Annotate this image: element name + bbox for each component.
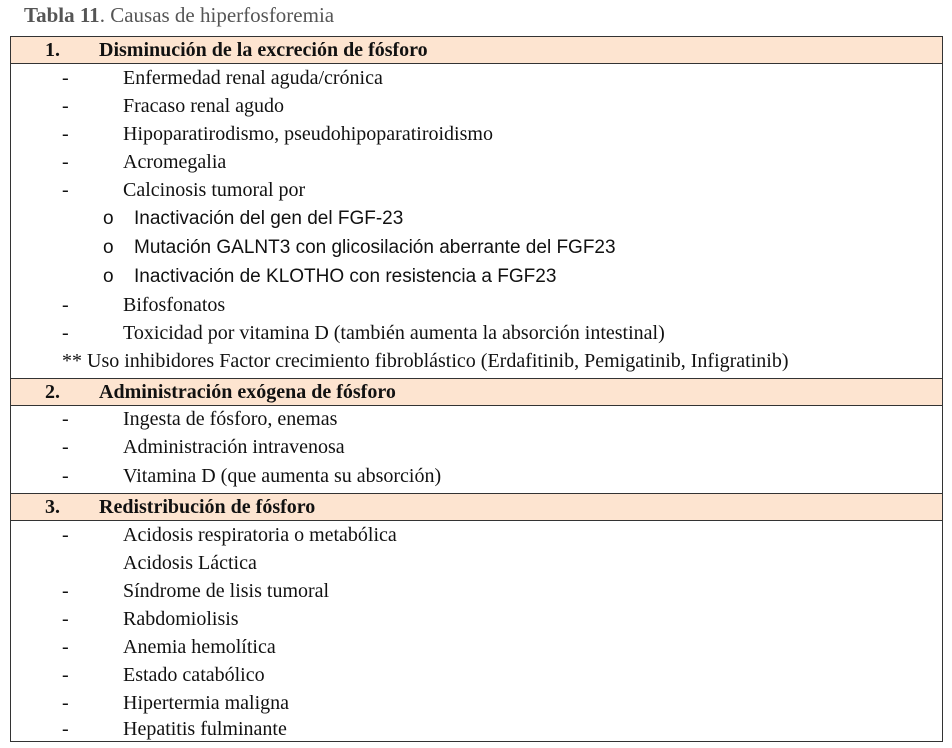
list-item	[11, 663, 942, 691]
table-caption-label: Tabla 11	[24, 3, 100, 27]
list-item	[11, 435, 942, 463]
list-item-text: Vitamina D (que aumenta su absorción)	[123, 465, 442, 487]
section-title: Redistribución de fósforo	[99, 496, 316, 518]
note-text: ** Uso inhibidores Factor crecimiento fibroblástico (Erdafitinib, Pemigatinib, Infigratinib)	[62, 350, 789, 372]
section-title: Disminución de la excreción de fósforo	[99, 39, 428, 61]
note-item	[11, 349, 942, 377]
section-title: Administración exógena de fósforo	[99, 381, 396, 403]
list-item-text: Enfermedad renal aguda/crónica	[123, 67, 383, 89]
dash-marker: -	[62, 294, 69, 316]
list-item	[11, 464, 942, 492]
dash-marker: -	[62, 718, 69, 740]
list-item-text: Fracaso renal agudo	[123, 95, 285, 117]
section-number: 3.	[45, 496, 60, 518]
list-item	[11, 321, 942, 349]
dash-marker: -	[62, 67, 69, 89]
list-item-text: Anemia hemolítica	[123, 636, 276, 658]
list-item	[11, 717, 942, 745]
table-caption-text: . Causas de hiperfosforemia	[99, 3, 335, 27]
section-header-3	[11, 493, 942, 521]
list-item	[11, 551, 942, 579]
list-item-text: Acidosis Láctica	[123, 552, 257, 574]
list-item	[11, 122, 942, 150]
list-item-text: Toxicidad por vitamina D (también aumenta la absorción intestinal)	[123, 322, 665, 344]
dash-marker: -	[62, 436, 69, 458]
dash-marker: -	[62, 123, 69, 145]
list-item-text: Calcinosis tumoral por	[123, 179, 306, 201]
list-item	[11, 293, 942, 321]
section-number: 2.	[45, 381, 60, 403]
circle-bullet-icon: o	[103, 208, 114, 229]
dash-marker: -	[62, 465, 69, 487]
dash-marker: -	[62, 580, 69, 602]
list-item	[11, 150, 942, 178]
list-item-text: Acromegalia	[123, 151, 227, 173]
list-item-text: Administración intravenosa	[123, 436, 345, 458]
list-item-text: Hipoparatirodismo, pseudohipoparatiroidismo	[123, 123, 493, 145]
dash-marker: -	[62, 408, 69, 430]
list-item-text: Ingesta de fósforo, enemas	[123, 408, 338, 430]
sub-list-item	[11, 235, 942, 263]
list-item	[11, 635, 942, 663]
list-item	[11, 178, 942, 206]
list-item-text: Mutación GALNT3 con glicosilación aberrante del FGF23	[134, 237, 616, 258]
table-caption	[24, 3, 334, 28]
sub-list-item	[11, 206, 942, 234]
dash-marker: -	[62, 179, 69, 201]
list-item	[11, 691, 942, 719]
sub-list-item	[11, 264, 942, 292]
dash-marker: -	[62, 322, 69, 344]
dash-marker: -	[62, 664, 69, 686]
dash-marker: -	[62, 151, 69, 173]
section-number: 1.	[45, 39, 60, 61]
list-item	[11, 407, 942, 435]
list-item	[11, 523, 942, 551]
list-item-text: Acidosis respiratoria o metabólica	[123, 524, 397, 546]
circle-bullet-icon: o	[103, 266, 114, 287]
list-item	[11, 579, 942, 607]
dash-marker: -	[62, 524, 69, 546]
circle-bullet-icon: o	[103, 237, 114, 258]
list-item	[11, 66, 942, 94]
list-item-text: Síndrome de lisis tumoral	[123, 580, 330, 602]
list-item-text: Hipertermia maligna	[123, 692, 290, 714]
dash-marker: -	[62, 692, 69, 714]
list-item-text: Rabdomiolisis	[123, 608, 239, 630]
dash-marker: -	[62, 636, 69, 658]
section-header-1	[11, 37, 942, 64]
list-item-text: Inactivación de KLOTHO con resistencia a FGF23	[134, 266, 557, 287]
list-item-text: Estado catabólico	[123, 664, 265, 686]
dash-marker: -	[62, 95, 69, 117]
dash-marker: -	[62, 608, 69, 630]
causes-table	[10, 36, 943, 742]
list-item-text: Hepatitis fulminante	[123, 718, 287, 740]
list-item	[11, 607, 942, 635]
list-item-text: Bifosfonatos	[123, 294, 226, 316]
list-item-text: Inactivación del gen del FGF-23	[134, 208, 404, 229]
section-header-2	[11, 378, 942, 406]
list-item	[11, 94, 942, 122]
